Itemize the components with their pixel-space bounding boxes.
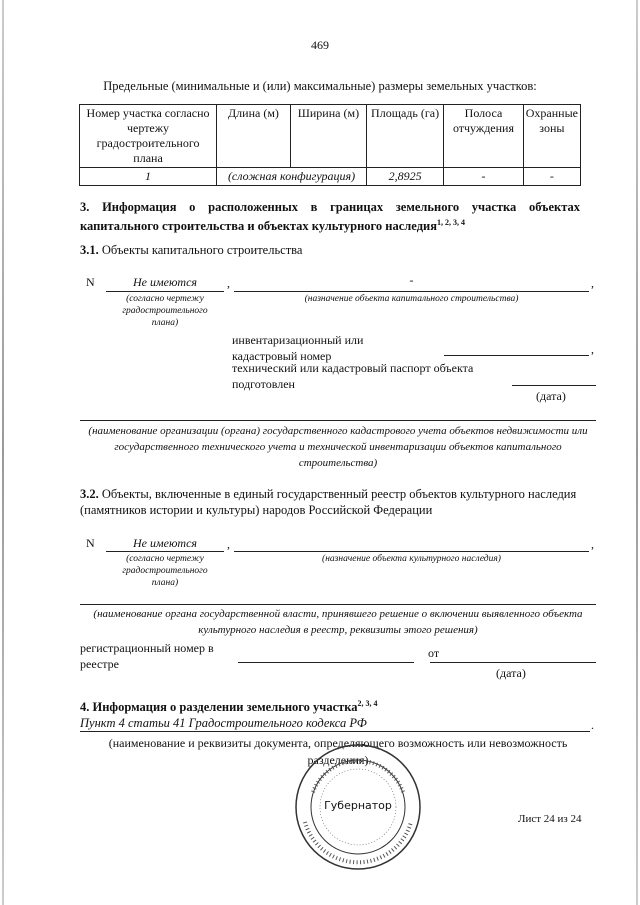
table-row <box>80 168 581 186</box>
section31-heading <box>80 243 302 258</box>
table-header-cell: Номер участка согласно чертежу градостроительного плана <box>80 105 217 168</box>
section31-purpose-value: - <box>409 273 414 287</box>
org-caption: (наименование организации (органа) государственного кадастрового учета объектов недвижимости или государственного технического учета и технической инвентаризации объектов капитального строительства) <box>88 425 588 469</box>
section32-purpose-caption: (назначение объекта культурного наследия) <box>322 554 501 564</box>
table-cell: 2,8925 <box>366 168 443 186</box>
inventory-label: инвентаризационный или кадастровый номер <box>232 333 364 363</box>
table-header-row <box>80 105 581 168</box>
sheet-label: Лист 24 из 24 <box>518 813 582 825</box>
section4-caption: (наименование и реквизиты документа, определяющего возможность или невозможность разделения) <box>108 736 568 767</box>
table-cell: - <box>523 168 580 186</box>
section31-n-value: Не имеются <box>132 275 197 289</box>
table-header-cell: Ширина (м) <box>290 105 366 168</box>
section4-value: Пункт 4 статьи 41 Градостроительного кодекса РФ <box>80 716 367 730</box>
seal-text: Губернатор <box>324 799 392 812</box>
section32-date-label: (дата) <box>496 666 526 680</box>
dimensions-table <box>79 104 581 186</box>
section32-n-label: N <box>86 536 95 550</box>
table-cell: 1 <box>80 168 217 186</box>
authority-caption: (наименование органа государственной власти, принявшего решение о включении выявленного объекта культурного наследия в реестр, реквизиты этого решения) <box>93 608 583 636</box>
section31-n-label: N <box>86 275 95 289</box>
section4-heading <box>80 699 378 715</box>
from-label: от <box>428 646 440 660</box>
section3-title: 3. Информация о расположенных в границах земельного участка объектах капитального строительства и объектах культурного наследия <box>80 200 580 234</box>
section31-purpose-caption: (назначение объекта капитального строительства) <box>304 294 519 304</box>
date-label: (дата) <box>536 389 566 403</box>
section32-heading <box>80 486 596 518</box>
passport-label: технический или кадастровый паспорт объекта подготовлен <box>232 361 474 391</box>
table-cell: (сложная конфигурация) <box>217 168 367 186</box>
reg-label: регистрационный номер в реестре <box>80 641 214 671</box>
section31-title: Объекты капитального строительства <box>101 243 303 257</box>
section3-heading <box>80 199 580 234</box>
table-cell: - <box>444 168 524 186</box>
section32-n-caption: (согласно чертежу градостроительного плана) <box>122 554 208 588</box>
section4-title: 4. Информация о разделении земельного участка <box>80 700 358 715</box>
table-header-cell: Охранные зоны <box>523 105 580 168</box>
section31-number: 3.1. <box>80 243 99 257</box>
section32-number: 3.2. <box>80 487 99 501</box>
governor-seal <box>293 742 423 872</box>
table-header-cell: Длина (м) <box>217 105 291 168</box>
section31-n-caption: (согласно чертежу градостроительного плана) <box>122 294 208 328</box>
section32-n-value: Не имеются <box>132 536 197 550</box>
section3-footnote: 1, 2, 3, 4 <box>436 218 465 227</box>
limits-title: Предельные (минимальные и (или) максимальные) размеры земельных участков: <box>103 79 537 93</box>
section32-title: Объекты, включенные в единый государственный реестр объектов культурного наследия (памятников истории и культуры) народов Российской Федерации <box>80 487 577 517</box>
table-header-cell: Площадь (га) <box>366 105 443 168</box>
section4-footnote: 2, 3, 4 <box>357 699 378 708</box>
page-number: 469 <box>311 38 329 52</box>
table-header-cell: Полоса отчуждения <box>444 105 524 168</box>
